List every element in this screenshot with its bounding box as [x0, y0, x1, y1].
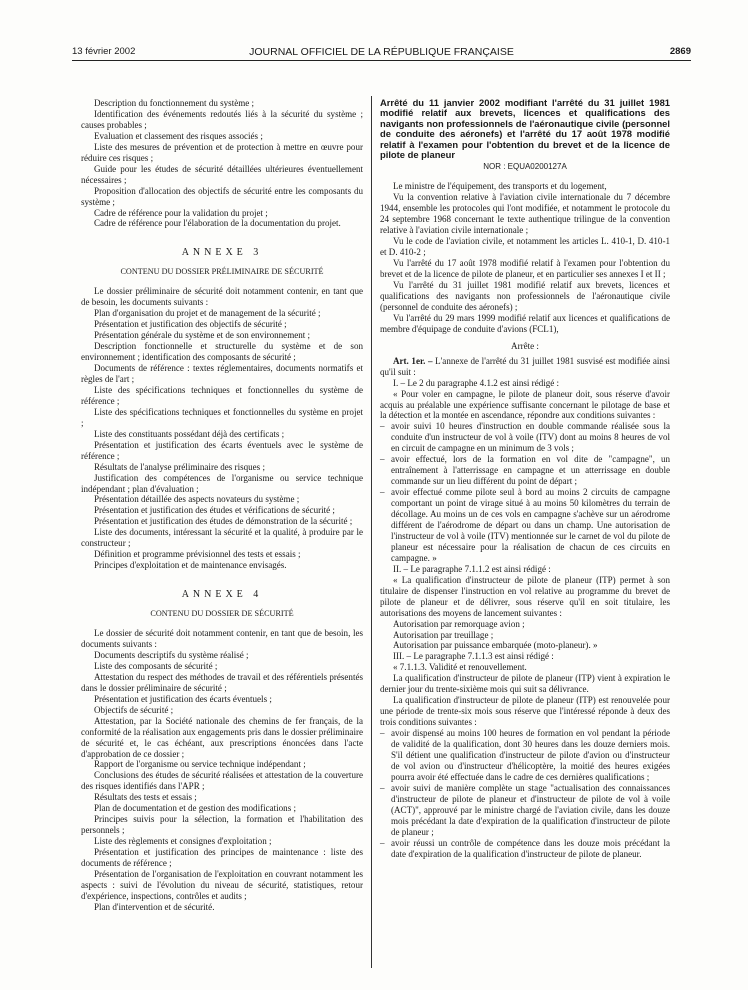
page-header	[72, 46, 691, 61]
authorization-item: Autorisation par remorquage avion ;	[393, 618, 525, 629]
article-1	[380, 356, 670, 378]
intro-item: Description du fonctionnement du système ;	[94, 98, 255, 108]
annex-4-subtitle: CONTENU DU DOSSIER DE SÉCURITÉ	[150, 609, 294, 619]
list-item: Description fonctionnelle et structurelle du système et de son environnement ; identification des composants de sécurité ;	[81, 341, 363, 363]
decree-title: Arrêté du 11 janvier 2002 modifiant l'arrêté du 31 juillet 1981 modifié relatif aux brevets, licences et qualifications des navigants non professionnels de l'aéronautique civile (personnel de conduite des aéronefs) et l'arrêté du 17 août 1978 modifié relatif à l'examen pour l'obtention du brevet et de la licence de pilote de planeur	[380, 97, 670, 161]
paragraph: III. – Le paragraphe 7.1.1.3 est ainsi rédigé :	[393, 651, 554, 662]
list-item: Résultats des tests et essais ;	[94, 792, 197, 803]
list-item: Présentation et justification des principes de maintenance : liste des documents de référence ;	[81, 847, 363, 869]
list-item: Justification des compétences de l'organisme ou service technique indépendant ; plan d'évaluation ;	[81, 472, 363, 494]
list-item: Présentation détaillée des aspects novateurs du système ;	[94, 494, 300, 505]
intro-items	[81, 98, 363, 229]
list-item: Liste des spécifications techniques et fonctionnelles du système de référence ;	[81, 384, 363, 406]
list-item: Liste des règlements et consignes d'exploitation ;	[94, 836, 272, 847]
list-item: Résultats de l'analyse préliminaire des risques ;	[94, 461, 265, 472]
list-item: Plan de documentation et de gestion des modifications ;	[94, 803, 297, 814]
list-item: Présentation et justification des objectifs de sécurité ;	[94, 319, 287, 330]
paragraph: « 7.1.1.3. Validité et renouvellement.	[393, 662, 527, 673]
paragraph: II. – Le paragraphe 7.1.1.2 est ainsi rédigé :	[393, 563, 551, 574]
list-item: Présentation et justification des études de démonstration de la sécurité ;	[94, 516, 353, 527]
visa: Vu la convention relative à l'aviation civile internationale du 7 décembre 1944, ensemble les protocoles qui l'ont modifiée, et notamment le protocole du 24 septembre 1968 concernant le texte authentique trilingue de la convention relative à l'aviation civile internationale ;	[380, 192, 670, 236]
intro-item: Liste des mesures de prévention et de protection à mettre en œuvre pour réduire ces risques ;	[81, 141, 363, 163]
page-number: 2869	[669, 46, 691, 57]
list-item: – avoir réussi un contrôle de compétence dans les douze mois précédant la date d'expiration de la qualification d'instructeur de pilote de planeur.	[380, 838, 670, 860]
annex-4-list	[81, 650, 363, 913]
visa: Vu l'arrêté du 31 juillet 1981 modifié relatif aux brevets, licences et qualifications des navigants non professionnels de l'aéronautique civile (personnel de conduite des aéronefs) ;	[380, 279, 670, 312]
list-item: Présentation et justification des écarts éventuels ;	[94, 693, 272, 704]
annex-3-intro: Le dossier préliminaire de sécurité doit notamment contenir, en tant que de besoin, les documents suivants :	[81, 286, 363, 308]
list-item: – avoir effectué, lors de la formation en vol dite de "campagne", un entraînement à l'atterrissage en campagne et un atterrissage en double commande sur un lieu différent du point de départ ;	[380, 454, 670, 487]
authorization-item: Autorisation par treuillage ;	[393, 629, 494, 640]
list-item: Documents de référence : textes réglementaires, documents normatifs et règles de l'art ;	[81, 363, 363, 384]
visa: Vu l'arrêté du 17 août 1978 modifié relatif à l'examen pour l'obtention du brevet et de la licence de pilote de planeur, et en particulier ses annexes I et II ;	[380, 258, 670, 280]
paragraph: I. – Le 2 du paragraphe 4.1.2 est ainsi rédigé :	[393, 377, 560, 388]
list-item: Liste des spécifications techniques et fonctionnelles du système en projet ;	[81, 406, 363, 428]
intro-item: Identification des événements redoutés liés à la sécurité du système ; causes probables ;	[81, 108, 363, 130]
nor-reference: NOR : EQUA0200127A	[483, 162, 567, 172]
list-item: – avoir suivi 10 heures d'instruction en double commande réalisée sous la conduite d'un instructeur de vol à voile (ITV) dont au moins 8 heures de vol en circuit de campagne en un minimum de 3 vols ;	[380, 421, 670, 454]
left-column	[81, 98, 363, 913]
intro-item: Cadre de référence pour l'élaboration de la documentation du projet.	[94, 218, 341, 229]
visa: Vu l'arrêté du 29 mars 1999 modifié relatif aux licences et qualifications de membre d'équipage de conduite d'avions (FCL1),	[380, 312, 670, 334]
list-item: Liste des composants de sécurité ;	[94, 660, 218, 671]
annex-4-title: ANNEXE 4	[181, 589, 263, 601]
journal-title: JOURNAL OFFICIEL DE LA RÉPUBLIQUE FRANÇAISE	[249, 46, 514, 58]
list-item: Présentation générale du système et de son environnement ;	[94, 330, 311, 341]
list-item: Principes suivis pour la sélection, la formation et l'habilitation des personnels ;	[81, 814, 363, 836]
conditions-list	[380, 421, 670, 563]
list-item: Conclusions des études de sécurité réalisées et attestation de la couverture des risques identifiés dans l'APR ;	[81, 770, 363, 792]
list-item: – avoir suivi de manière complète un stage "actualisation des connaissances d'instructeur de pilote de planeur et d'instructeur de pilote de vol à voile (ACT)", approuvé par le ministre chargé de l'aviation civile, dans les douze mois précédant la date d'expiration de la qualification d'instructeur de pilote de planeur ;	[380, 783, 670, 838]
list-item: Plan d'organisation du projet et de management de la sécurité ;	[94, 308, 321, 319]
list-item: Liste des constituants possédant déjà des certificats ;	[94, 428, 285, 439]
article-1-label: Art. 1er. –	[393, 355, 433, 366]
list-item: Présentation et justification des études et vérifications de sécurité ;	[94, 505, 335, 516]
intro-item: Guide pour les études de sécurité détaillées ultérieures éventuellement nécessaires ;	[81, 163, 363, 185]
list-item: Principes d'exploitation et de maintenance envisagés.	[94, 560, 287, 571]
header-date: 13 février 2002	[72, 46, 136, 57]
article-1-text: L'annexe de l'arrêté du 31 juillet 1981 susvisé est modifiée ainsi qu'il suit :	[380, 355, 670, 377]
list-item: Liste des documents, intéressant la sécurité et la qualité, à produire par le constructeur ;	[81, 527, 363, 549]
list-item: Présentation de l'organisation de l'exploitation en couvrant notamment les aspects : suivi de l'évolution du niveau de sécurité, statistiques, retour d'expérience, inspections, contrôles et audits ;	[81, 869, 363, 901]
arrete-heading: Arrête :	[511, 340, 539, 351]
list-item: Présentation et justification des écarts éventuels avec le système de référence ;	[81, 439, 363, 461]
minister-line: Le ministre de l'équipement, des transports et du logement,	[393, 181, 607, 192]
list-item: Définition et programme prévisionnel des tests et essais ;	[94, 549, 301, 560]
annex-3-title: ANNEXE 3	[181, 247, 263, 259]
annex-4-intro: Le dossier de sécurité doit notamment contenir, en tant que de besoin, les documents suivants :	[81, 628, 363, 649]
right-column	[380, 98, 670, 860]
list-item: – avoir dispensé au moins 100 heures de formation en vol pendant la période de validité de la qualification, dont 30 heures dans les douze derniers mois. S'il détient une qualification d'instructeur de pilote d'avion ou d'instructeur de vol avion ou d'instructeur d'hélicoptère, la moitié des heures exigées pourra avoir été effectuée dans le cadre de ces dernières qualifications ;	[380, 728, 670, 783]
paragraph: La qualification d'instructeur de pilote de planeur (ITP) vient à expiration le dernier jour du trente-sixième mois qui suit sa délivrance.	[380, 673, 670, 695]
column-divider	[371, 96, 372, 968]
annex-3-subtitle: CONTENU DU DOSSIER PRÉLIMINAIRE DE SÉCURITÉ	[120, 267, 324, 277]
list-item: Plan d'intervention et de sécurité.	[94, 901, 215, 912]
intro-item: Proposition d'allocation des objectifs de sécurité entre les composants du système ;	[81, 185, 363, 207]
annex-3-list	[81, 308, 363, 571]
list-item: Attestation du respect des méthodes de travail et des référentiels présentés dans le dossier préliminaire de sécurité ;	[81, 671, 363, 693]
visa: Vu le code de l'aviation civile, et notamment les articles L. 410-1, D. 410-1 et D. 410-2 ;	[380, 236, 670, 258]
authorization-item: Autorisation par puissance embarquée (moto-planeur). »	[393, 640, 598, 651]
paragraph: « La qualification d'instructeur de pilote de planeur (ITP) permet à son titulaire de dispenser l'instruction en vol relative au programme du brevet de pilote de planeur et de délivrer, sous réserve qu'il en soit titulaire, les autorisations des moyens de lancement suivantes :	[380, 574, 670, 618]
list-item: Rapport de l'organisme ou service technique indépendant ;	[94, 759, 306, 770]
paragraph: « Pour voler en campagne, le pilote de planeur doit, sous réserve d'avoir acquis au préalable une expérience suffisante concernant le pilotage de base et la détection et la montée en ascendance, répondre aux conditions suivantes :	[380, 388, 670, 421]
intro-item: Cadre de référence pour la validation du projet ;	[94, 207, 268, 218]
list-item: – avoir effectué comme pilote seul à bord au moins 2 circuits de campagne comportant un point de virage situé à au moins 50 kilomètres du terrain de décollage. Au moins un de ces vols en campagne s'achève sur un aérodrome différent de l'aérodrome de départ ou dans un champ. Une autorisation de l'instructeur de vol à voile (ITV) mentionnée sur le carnet de vol du pilote de planeur est nécessaire pour la réalisation de chacun de ces circuits en campagne. »	[380, 487, 670, 564]
list-item: Objectifs de sécurité ;	[94, 704, 174, 715]
list-item: Documents descriptifs du système réalisé ;	[94, 649, 249, 660]
paragraph: La qualification d'instructeur de pilote de planeur (ITP) est renouvelée pour une période de trente-six mois sous réserve que l'intéressé réponde à deux des trois conditions suivantes :	[380, 695, 670, 728]
intro-item: Evaluation et classement des risques associés ;	[94, 130, 263, 141]
renewal-conditions-list	[380, 728, 670, 859]
list-item: Attestation, par la Société nationale des chemins de fer français, de la conformité de la réalisation aux engagements pris dans le dossier préliminaire de sécurité et, le cas échéant, aux prescriptions énoncées dans l'acte d'approbation de ce dossier ;	[81, 715, 363, 759]
